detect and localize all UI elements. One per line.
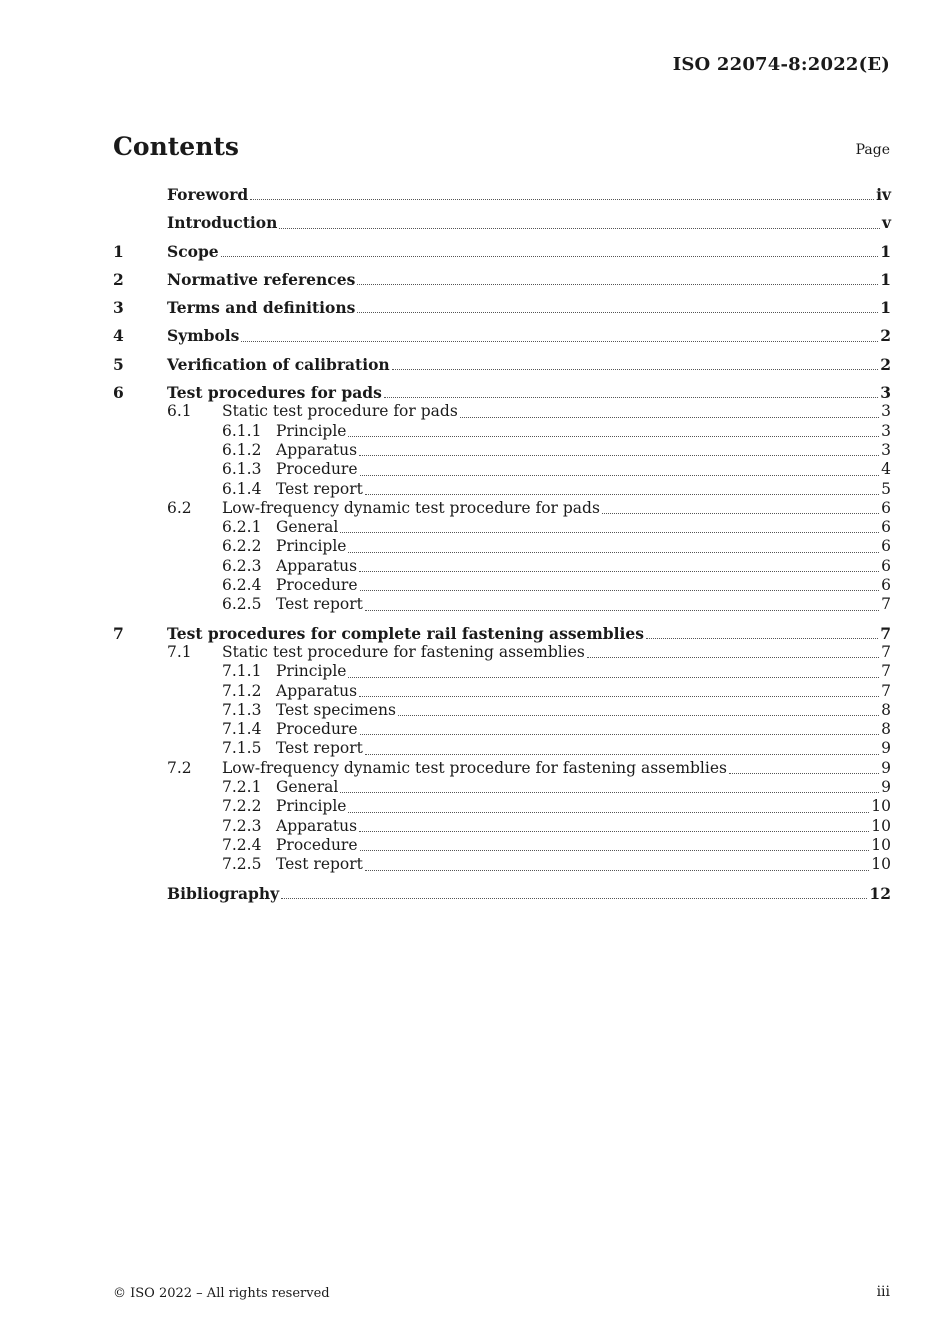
toc-entry-page: 5 [881,479,891,498]
toc-entry-title: Procedure [276,460,358,479]
toc-entry-title: Static test procedure for pads [222,402,458,421]
toc-entry-title: Test specimens [276,700,396,719]
toc-entry-number: 6.1 [167,402,192,421]
toc-entry-title: Procedure [276,576,358,595]
toc-entry-title: Test report [276,855,363,874]
toc-entry-number: 7.1.2 [222,681,262,700]
toc-entry-6-2-5[interactable] [113,595,891,614]
dot-leader [729,772,879,774]
toc-entry-page: 3 [881,440,891,459]
toc-entry-page: 1 [880,241,891,261]
toc-entry-page: 6 [881,537,891,556]
toc-entry-title: Principle [276,421,347,440]
toc-entry-title: Test report [276,739,363,758]
toc-entry-6-2-3[interactable] [113,557,891,576]
toc-entry-title: Foreword [167,185,249,204]
toc-entry-terms-and-definitions[interactable] [113,298,891,317]
toc-entry-7-1-4[interactable] [113,720,891,739]
toc-entry-number: 6.2 [167,498,192,517]
toc-entry-foreword[interactable] [113,185,891,204]
toc-entry-title: Verification of calibration [167,354,390,374]
toc-entry-6-2-4[interactable] [113,576,891,595]
dot-leader [359,830,869,832]
toc-entry-page: 7 [881,595,891,614]
dot-leader [587,656,879,658]
toc-entry-symbols[interactable] [113,326,891,345]
toc-entry-7-2-4[interactable] [113,836,891,855]
toc-entry-page: 6 [881,518,891,537]
toc-entry-number: 6.1.2 [222,440,262,459]
toc-entry-title: Test procedures for complete rail fastening assemblies [167,623,645,643]
toc-entry-number: 7.2.3 [222,816,262,835]
toc-entry-page: 8 [881,720,891,739]
toc-entry-title: Static test procedure for fastening assemblies [222,642,585,661]
toc-entry-number: 7.1 [167,642,192,661]
dot-leader [398,714,879,716]
dot-leader [646,637,878,639]
toc-entry-page: 7 [881,681,891,700]
toc-entry-title: General [276,518,339,537]
toc-entry-normative-references[interactable] [113,270,891,289]
toc-entry-title: Principle [276,662,347,681]
toc-entry-6-1-3[interactable] [113,460,891,479]
toc-entry-page: 6 [881,556,891,575]
dot-leader [360,474,880,476]
dot-leader [348,551,879,553]
toc-entry-title: Normative references [167,269,356,289]
toc-entry-page: iv [876,185,891,204]
dot-leader [348,435,879,437]
toc-entry-7-2-2[interactable] [113,797,891,816]
toc-entry-title: Apparatus [276,681,358,700]
dot-leader [360,733,880,735]
toc-entry-6-1-1[interactable] [113,422,891,441]
toc-entry-6-2-2[interactable] [113,537,891,556]
toc-entry-page: 1 [880,269,891,289]
toc-entry-page: 10 [871,855,891,874]
toc-entry-number: 1 [113,241,124,261]
toc-entry-title: Test procedures for pads [167,383,382,403]
dot-leader [340,531,879,533]
dot-leader [250,198,874,200]
toc-entry-number: 7.1.5 [222,739,262,758]
toc-entry-number: 7.1.4 [222,720,262,739]
toc-entry-7-2-5[interactable] [113,855,891,874]
toc-entry-page: 1 [880,298,891,318]
toc-entry-7-1-3[interactable] [113,701,891,720]
toc-entry-title: Principle [276,797,347,816]
footer-copyright: © ISO 2022 – All rights reserved [113,1286,330,1301]
dot-leader [359,454,879,456]
toc-entry-number: 7.2.4 [222,835,262,854]
toc-entry-6-1-4[interactable] [113,480,891,499]
toc-entry-number: 7.2 [167,758,192,777]
toc-entry-7-1-5[interactable] [113,739,891,758]
toc-entry-page: 3 [880,383,891,403]
toc-entry-page: 6 [881,498,891,517]
toc-entry-page: 9 [881,778,891,797]
toc-entry-number: 7.2.5 [222,855,262,874]
toc-entry-number: 7 [113,623,124,643]
page-column-label: Page [855,142,890,158]
toc-entry-number: 6.1.4 [222,479,262,498]
toc-entry-title: Apparatus [276,440,358,459]
toc-entry-title: Procedure [276,835,358,854]
toc-entry-number: 5 [113,354,124,374]
toc-entry-6-1[interactable] [113,402,891,421]
toc-entry-6-2-1[interactable] [113,518,891,537]
dot-leader [365,493,879,495]
toc-entry-page: 9 [881,758,891,777]
toc-entry-page: 10 [871,816,891,835]
toc-entry-number: 7.2.2 [222,797,262,816]
dot-leader [384,396,878,398]
toc-entry-verification-of-calibration[interactable] [113,355,891,374]
toc-entry-title: General [276,778,339,797]
toc-entry-test-procedures-for-pads[interactable] [113,383,891,402]
toc-entry-title: Scope [167,241,219,261]
document-id: ISO 22074-8:2022(E) [672,54,890,75]
toc-entry-7-2-3[interactable] [113,817,891,836]
toc-entry-title: Terms and definitions [167,298,356,318]
dot-leader [221,255,879,257]
toc-entry-number: 7.1.3 [222,700,262,719]
toc-entry-scope[interactable] [113,242,891,261]
dot-leader [340,791,879,793]
toc-entry-page: 7 [881,662,891,681]
toc-entry-test-procedures-for-assemblies[interactable] [113,624,891,643]
toc-entry-number: 6.2.5 [222,595,262,614]
toc-entry-title: Symbols [167,326,240,346]
toc-entry-number: 6.2.3 [222,556,262,575]
dot-leader [348,811,869,813]
toc-entry-number: 6.2.4 [222,576,262,595]
toc-entry-page: 10 [871,835,891,854]
toc-entry-title: Procedure [276,720,358,739]
toc-entry-title: Apparatus [276,556,358,575]
toc-entry-page: 9 [881,739,891,758]
toc-entry-page: 10 [871,797,891,816]
toc-entry-6-2[interactable] [113,499,891,518]
toc-entry-page: 8 [881,700,891,719]
toc-entry-number: 6.1.3 [222,460,262,479]
toc-entry-7-1-1[interactable] [113,662,891,681]
toc-entry-number: 6 [113,383,124,403]
toc-entry-7-1[interactable] [113,643,891,662]
dot-leader [357,283,878,285]
dot-leader [348,676,879,678]
dot-leader [602,512,879,514]
dot-leader [392,368,879,370]
toc-entry-page: 2 [880,326,891,346]
toc-entry-number: 7.1.1 [222,662,262,681]
toc-entry-number: 2 [113,269,124,289]
toc-entry-title: Low-frequency dynamic test procedure for pads [222,498,600,517]
contents-title: Contents [113,132,240,161]
toc-entry-page: 3 [881,402,891,421]
toc-entry-page: 3 [881,421,891,440]
dot-leader [360,849,870,851]
toc-entry-title: Bibliography [167,883,280,903]
toc-entry-page: 4 [881,460,891,479]
dot-leader [460,416,879,418]
footer-page-number: iii [876,1284,890,1300]
table-of-contents [113,185,891,903]
toc-entry-title: Low-frequency dynamic test procedure for fastening assemblies [222,758,727,777]
toc-entry-title: Apparatus [276,816,358,835]
toc-entry-7-1-2[interactable] [113,682,891,701]
toc-entry-page: v [881,213,891,233]
toc-entry-number: 6.1.1 [222,421,262,440]
toc-entry-6-1-2[interactable] [113,441,891,460]
toc-entry-page: 6 [881,576,891,595]
toc-entry-bibliography[interactable] [113,884,891,903]
toc-entry-number: 6.2.1 [222,518,262,537]
toc-entry-title: Introduction [167,213,278,233]
dot-leader [279,227,880,229]
toc-entry-number: 3 [113,298,124,318]
dot-leader [365,869,869,871]
dot-leader [360,589,880,591]
toc-entry-number: 6.2.2 [222,537,262,556]
toc-entry-page: 2 [880,354,891,374]
dot-leader [365,609,879,611]
toc-entry-title: Test report [276,595,363,614]
dot-leader [359,695,879,697]
toc-entry-title: Principle [276,537,347,556]
toc-entry-introduction[interactable] [113,213,891,232]
toc-entry-7-2-1[interactable] [113,778,891,797]
toc-entry-page: 7 [880,623,891,643]
toc-entry-page: 7 [881,642,891,661]
dot-leader [281,897,867,899]
toc-entry-page: 12 [869,883,891,903]
toc-entry-7-2[interactable] [113,759,891,778]
toc-entry-title: Test report [276,479,363,498]
dot-leader [241,340,878,342]
dot-leader [359,570,879,572]
toc-entry-number: 7.2.1 [222,778,262,797]
dot-leader [365,753,879,755]
dot-leader [357,311,878,313]
toc-entry-number: 4 [113,326,124,346]
